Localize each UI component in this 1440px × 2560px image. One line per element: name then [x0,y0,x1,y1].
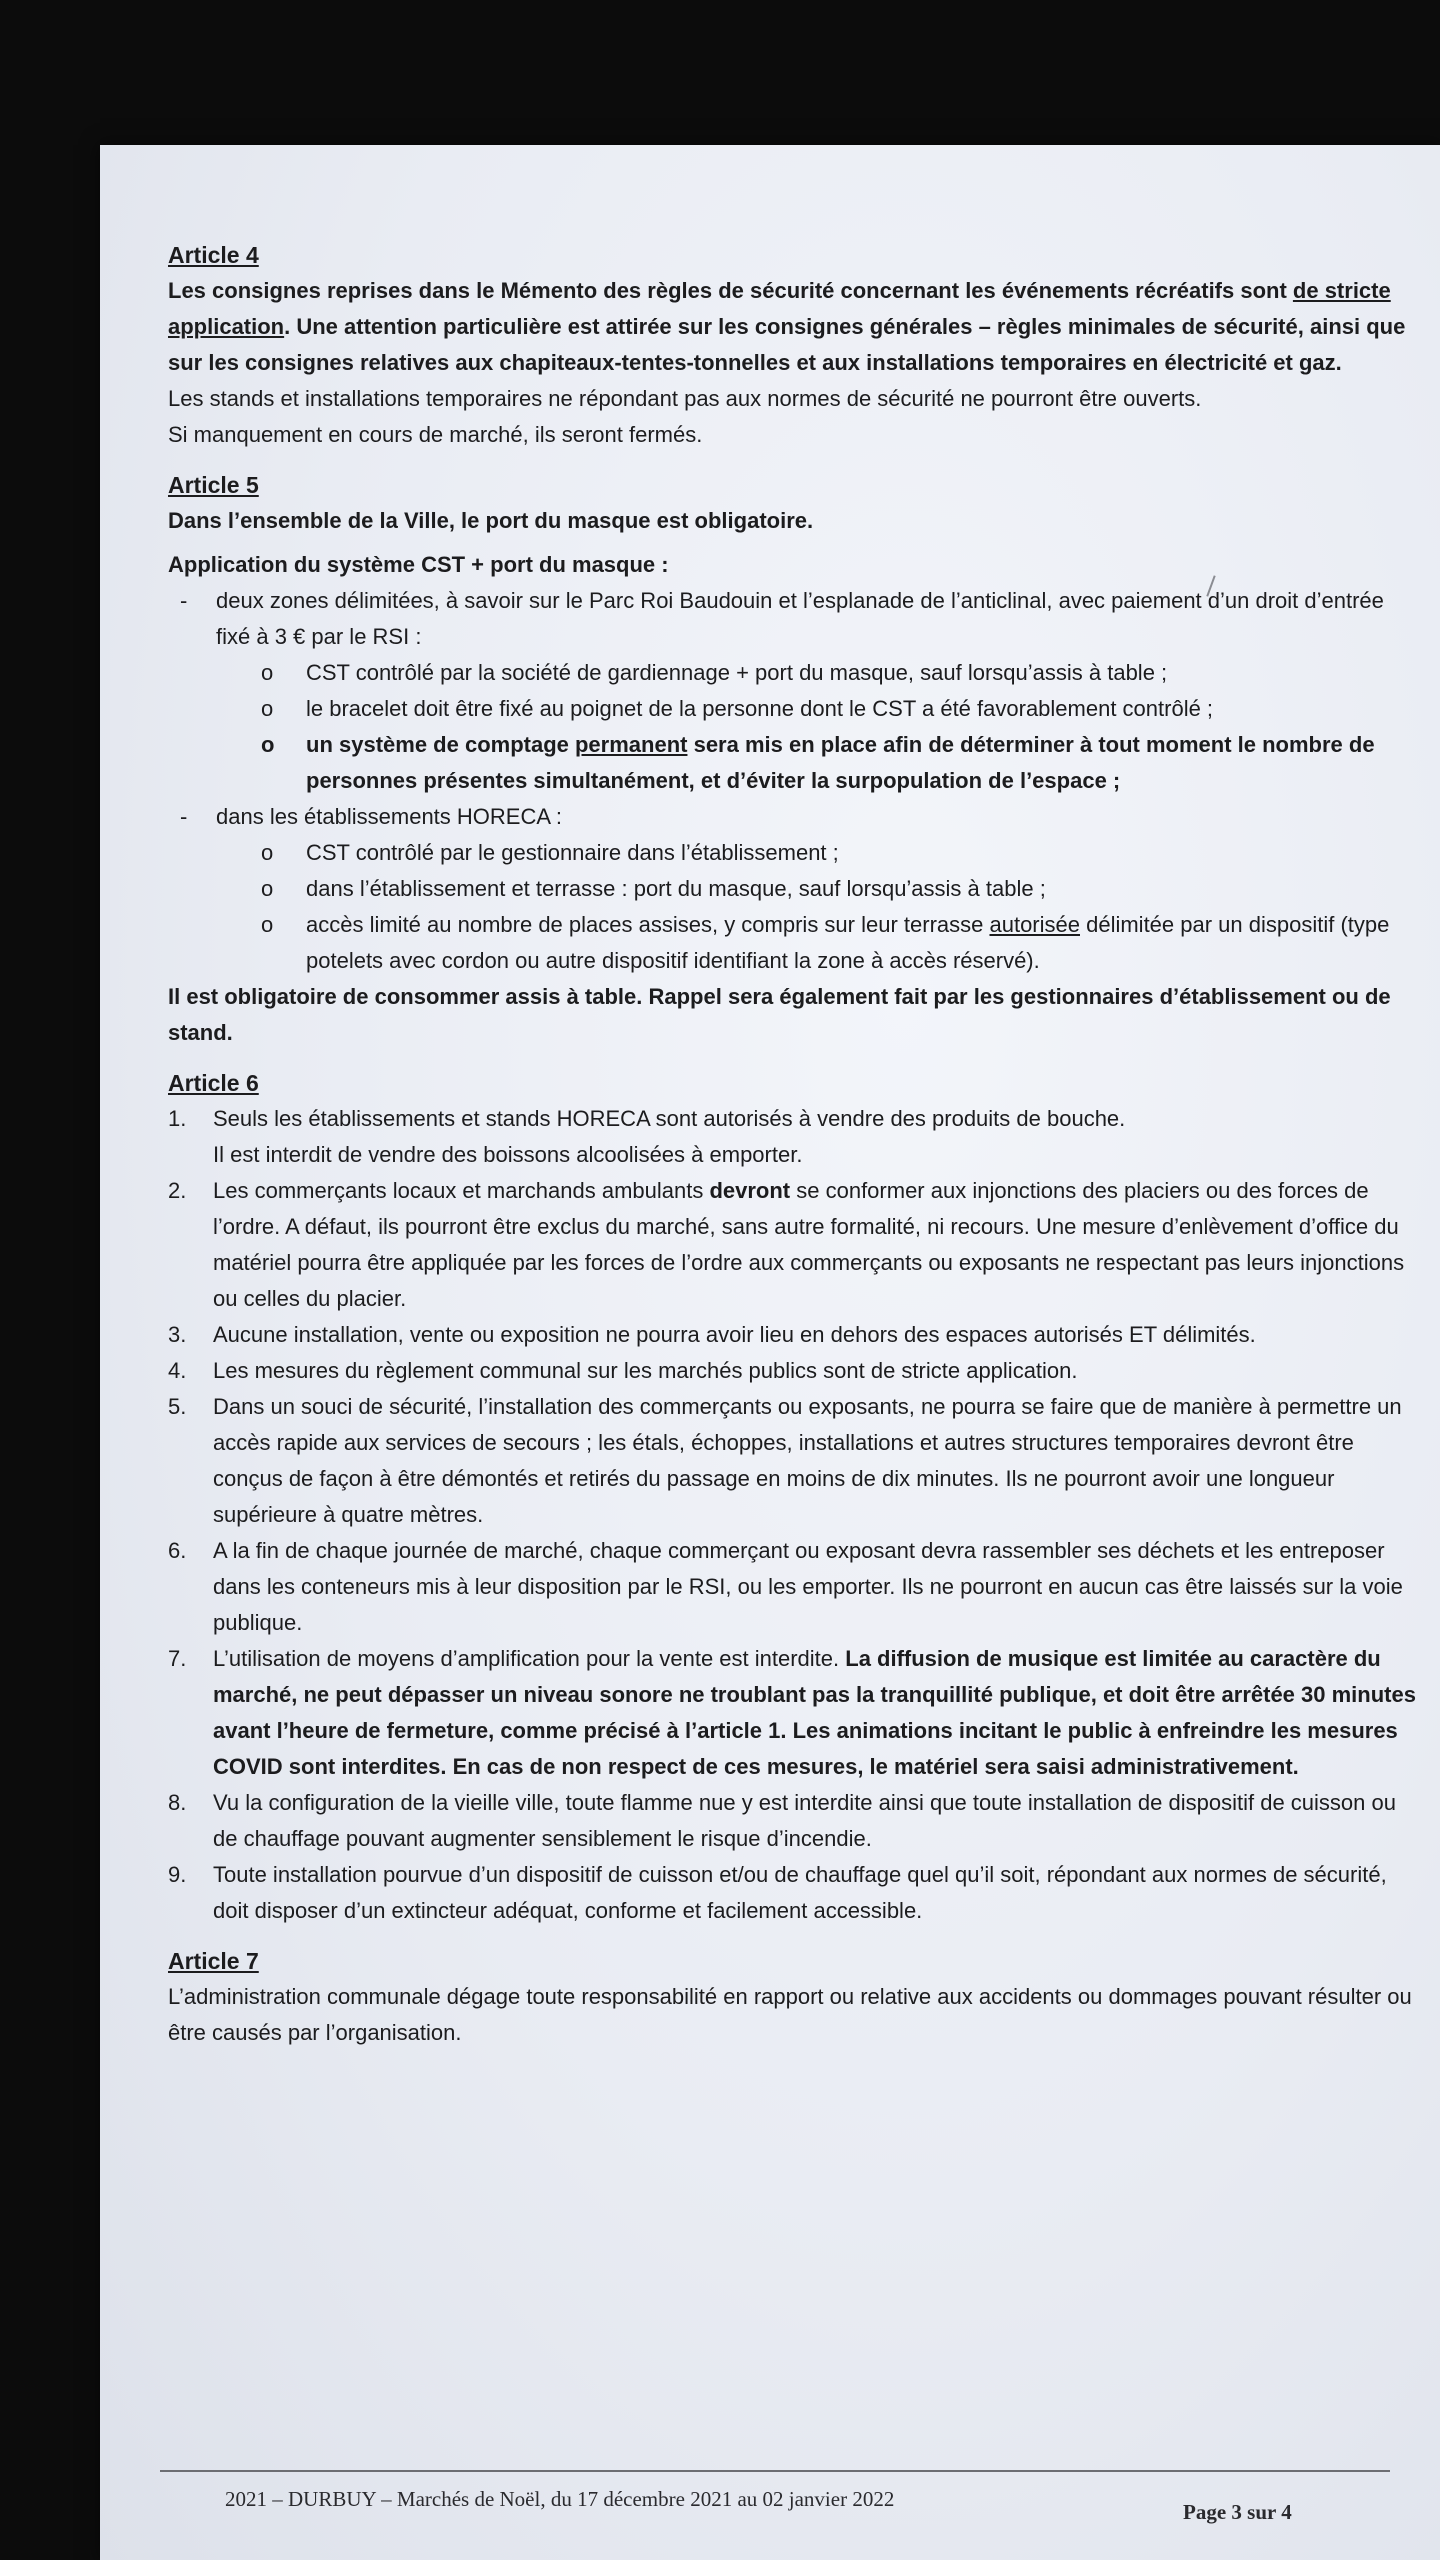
article-5-intro: Dans l’ensemble de la Ville, le port du masque est obligatoire. [168,508,814,533]
article-7 [168,1943,1418,2051]
article-6-list [168,1101,1418,1929]
item-number: 5. [168,1394,187,1419]
article-5-horeca-item [168,799,1418,979]
zone-item-3-a: un système de comptage [306,732,575,757]
list-item: o CST contrôlé par la société de gardiennage + port du masque, sauf lorsqu’assis à table ; [261,655,1418,691]
list-item [168,1101,1418,1173]
article-5-title: Article 5 [168,472,259,498]
article-5-application-c: : [655,552,669,577]
document-page [100,145,1440,2560]
horeca-item-3-a: accès limité au nombre de places assises, y compris sur leur terrasse [306,912,990,937]
list-item: o dans l’établissement et terrasse : port du masque, sauf lorsqu’assis à table ; [261,871,1418,907]
horeca-item-3-underlined: autorisée [989,912,1080,937]
item-2-bold: devront [709,1178,791,1203]
article-7-title: Article 7 [168,1948,259,1974]
zone-item-3-b: sera mis en place afin de déterminer à tout moment le nombre de personnes présentes simultanément, et d’éviter la surpopulation de l’espace ; [306,732,1375,793]
list-item [261,907,1418,979]
article-6 [168,1065,1418,1929]
item-number: 8. [168,1790,187,1815]
article-5-application-a: Application du système [168,552,422,577]
article-5-horeca-sublist [216,835,1418,979]
horeca-item-3-b: délimitée par un dispositif (type potelets avec cordon ou autre dispositif identifiant la zone à accès réservé). [306,912,1390,973]
item-4-text: Les mesures du règlement communal sur les marchés publics sont de stricte application. [213,1358,1078,1383]
article-5-zone-sublist [216,655,1418,799]
list-item [168,1173,1418,1317]
item-1-text: Seuls les établissements et stands HORECA sont autorisés à vendre des produits de bouche. [213,1106,1126,1131]
article-5-application-b: CST + port du masque [421,552,656,577]
list-item [168,1857,1418,1929]
list-item [168,1317,1418,1353]
item-5-text: Dans un souci de sécurité, l’installation des commerçants ou exposants, ne pourra se faire que de manière à permettre un accès rapide aux services de secours ; les étals, échoppes, installations et autres structures temporaires devront être conçus de façon à être démontés et retirés du passage en moins de dix minutes. Ils ne pourront avoir une longueur supérieure à quatre mètres. [213,1394,1402,1527]
page-number: Page 3 sur 4 [1183,2500,1292,2524]
article-5-list [168,583,1418,979]
item-7-bold: La diffusion de musique est limitée au caractère du marché, ne peut dépasser un niveau sonore ne troublant pas la tranquillité publique, et doit être arrêtée 30 minutes avant l’heure de fermeture, comme précisé à l’article 1. Les animations incitant le public à enfreindre les mesures COVID sont interdites. En cas de non respect de ces mesures, le matériel sera saisi administrativement. [213,1646,1416,1779]
list-item [168,1785,1418,1857]
item-number: 3. [168,1322,187,1347]
article-7-text: L’administration communale dégage toute responsabilité en rapport ou relative aux accidents ou dommages pouvant résulter ou être causés par l’organisation. [168,1984,1412,2045]
article-4-paragraph-3: Si manquement en cours de marché, ils seront fermés. [168,422,703,447]
item-9-text: Toute installation pourvue d’un dispositif de cuisson et/ou de chauffage quel qu’il soit, répondant aux normes de sécurité, doit disposer d’un extincteur adéquat, conforme et facilement accessible. [213,1862,1387,1923]
document-body [168,237,1418,2065]
item-2-text-a: Les commerçants locaux et marchands ambulants [213,1178,710,1203]
article-4-p1-text-b: . Une attention particulière est attirée sur les consignes générales – règles minimales de sécurité, ainsi que sur les consignes relatives aux chapiteaux-tentes-tonnelles et aux installations temporaires en électricité et gaz. [168,314,1406,375]
item-number: 9. [168,1862,187,1887]
article-5-application [168,547,1418,583]
item-3-text: Aucune installation, vente ou exposition ne pourra avoir lieu en dehors des espaces autorisés ET délimités. [213,1322,1256,1347]
item-6-text: A la fin de chaque journée de marché, chaque commerçant ou exposant devra rassembler ses déchets et les entreposer dans les conteneurs mis à leur disposition par le RSI, ou les emporter. Ils ne pourront en aucun cas être laissés sur la voie publique. [213,1538,1403,1635]
item-7-text-a: L’utilisation de moyens d’amplification pour la vente est interdite. [213,1646,846,1671]
article-5 [168,467,1418,1051]
article-4-paragraph-2: Les stands et installations temporaires ne répondant pas aux normes de sécurité ne pourront être ouverts. [168,386,1202,411]
article-4-p1-text-a: Les consignes reprises dans le Mémento des règles de sécurité concernant les événements récréatifs sont [168,278,1293,303]
article-5-zone-text: deux zones délimitées, à savoir sur le Parc Roi Baudouin et l’esplanade de l’anticlinal, avec paiement d’un droit d’entrée fixé à 3 € par le RSI : [216,588,1384,649]
list-item: o CST contrôlé par le gestionnaire dans l’établissement ; [261,835,1418,871]
list-item [168,1389,1418,1533]
list-item [261,727,1418,799]
list-item [168,1353,1418,1389]
list-item: o le bracelet doit être fixé au poignet de la personne dont le CST a été favorablement contrôlé ; [261,691,1418,727]
list-item [168,1641,1418,1785]
article-4-title: Article 4 [168,242,259,268]
item-number: 6. [168,1538,187,1563]
article-4-paragraph-1 [168,273,1418,381]
item-number: 2. [168,1178,187,1203]
footer-divider [160,2470,1390,2472]
article-5-closing: Il est obligatoire de consommer assis à table. Rappel sera également fait par les gestionnaires d’établissement ou de stand. [168,984,1391,1045]
item-2-text-b: se conformer aux injonctions des placiers ou des forces de l’ordre. A défaut, ils pourront être exclus du marché, sans autre formalité, ni recours. Une mesure d’enlèvement d’office du matériel pourra être appliquée par les forces de l’ordre aux commerçants ou exposants ne respectant pas leurs injonctions ou celles du placier. [213,1178,1405,1311]
item-number: 7. [168,1646,187,1671]
item-number: 4. [168,1358,187,1383]
item-number: 1. [168,1106,187,1131]
item-8-text: Vu la configuration de la vieille ville, toute flamme nue y est interdite ainsi que toute installation de dispositif de cuisson ou de chauffage pouvant augmenter sensiblement le risque d’incendie. [213,1790,1396,1851]
article-4-p1-underlined: de stricte application [168,278,1391,339]
article-6-title: Article 6 [168,1070,259,1096]
item-1-text-b: Il est interdit de vendre des boissons alcoolisées à emporter. [213,1142,803,1167]
article-5-zone-item [168,583,1418,799]
footer-title: 2021 – DURBUY – Marchés de Noël, du 17 décembre 2021 au 02 janvier 2022 [225,2487,895,2511]
zone-item-3-underlined: permanent [574,732,688,757]
article-4 [168,237,1418,453]
article-5-horeca-text: dans les établissements HORECA : [216,804,563,829]
list-item [168,1533,1418,1641]
